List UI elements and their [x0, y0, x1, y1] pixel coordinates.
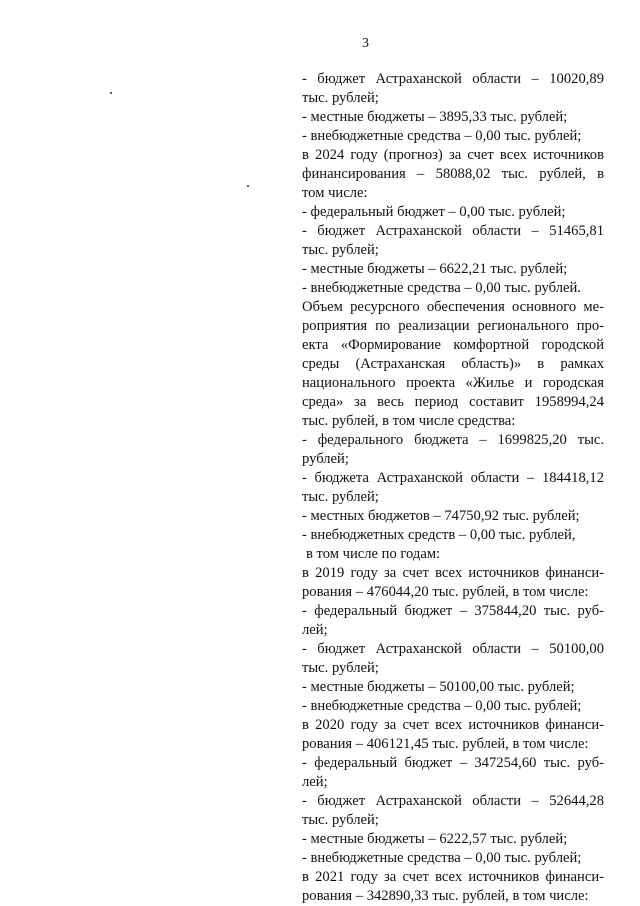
- text-line: - федерального бюджета – 1699825,20 тыс.: [302, 432, 604, 448]
- document-text-column: [302, 70, 604, 906]
- text-line: - местные бюджеты – 3895,33 тыс. рублей;: [302, 109, 568, 125]
- text-line: - бюджет Астраханской области – 51465,81: [302, 223, 604, 239]
- text-line: в 2024 году (прогноз) за счет всех источников: [302, 147, 604, 163]
- text-line: - федеральный бюджет – 375844,20 тыс. руб-: [302, 603, 604, 619]
- text-line: - местных бюджетов – 74750,92 тыс. рублей;: [302, 508, 580, 524]
- text-line: тыс. рублей;: [302, 489, 379, 505]
- text-line: екта «Формирование комфортной городской: [302, 337, 604, 353]
- text-line: том числе:: [302, 185, 368, 201]
- text-line: - внебюджетные средства – 0,00 тыс. рублей.: [302, 280, 581, 296]
- text-line: тыс. рублей;: [302, 812, 379, 828]
- text-line: - бюджет Астраханской области – 52644,28: [302, 793, 604, 809]
- text-line: в том числе по годам:: [306, 546, 441, 562]
- text-line: лей;: [302, 774, 328, 790]
- text-line: среда» за весь период составит 1958994,24: [302, 394, 604, 410]
- scan-speck: [247, 185, 249, 187]
- text-line: - федеральный бюджет – 0,00 тыс. рублей;: [302, 204, 566, 220]
- text-line: - внебюджетных средств – 0,00 тыс. рублей,: [302, 527, 576, 543]
- text-line: рования – 342890,33 тыс. рублей, в том числе:: [302, 888, 589, 904]
- text-line: - бюджет Астраханской области – 50100,00: [302, 641, 604, 657]
- text-line: в 2019 году за счет всех источников финанси-: [302, 565, 604, 581]
- text-line: Объем ресурсного обеспечения основного ме-: [302, 299, 604, 315]
- text-line: - местные бюджеты – 6622,21 тыс. рублей;: [302, 261, 568, 277]
- text-line: лей;: [302, 622, 328, 638]
- text-line: финансирования – 58088,02 тыс. рублей, в: [302, 166, 604, 182]
- text-line: в 2020 году за счет всех источников финанси-: [302, 717, 604, 733]
- text-line: - внебюджетные средства – 0,00 тыс. рублей;: [302, 698, 582, 714]
- scan-speck: [110, 92, 112, 94]
- text-line: национального проекта «Жилье и городская: [302, 375, 604, 391]
- text-line: роприятия по реализации регионального про-: [302, 318, 604, 334]
- text-line: - бюджета Астраханской области – 184418,12: [302, 470, 604, 486]
- text-line: - местные бюджеты – 50100,00 тыс. рублей;: [302, 679, 575, 695]
- text-line: тыс. рублей;: [302, 90, 379, 106]
- text-line: - бюджет Астраханской области – 10020,89: [302, 71, 604, 87]
- text-line: - местные бюджеты – 6222,57 тыс. рублей;: [302, 831, 568, 847]
- text-line: рублей;: [302, 451, 349, 467]
- text-line: - внебюджетные средства – 0,00 тыс. рублей;: [302, 128, 582, 144]
- text-line: тыс. рублей, в том числе средства:: [302, 413, 516, 429]
- text-line: тыс. рублей;: [302, 660, 379, 676]
- text-line: рования – 476044,20 тыс. рублей, в том числе:: [302, 584, 589, 600]
- page-number: 3: [362, 36, 369, 51]
- text-line: - федеральный бюджет – 347254,60 тыс. руб-: [302, 755, 604, 771]
- text-line: тыс. рублей;: [302, 242, 379, 258]
- text-line: в 2021 году за счет всех источников финанси-: [302, 869, 604, 885]
- text-line: рования – 406121,45 тыс. рублей, в том числе:: [302, 736, 589, 752]
- text-line: среды (Астраханская область)» в рамках: [302, 356, 604, 372]
- text-line: - внебюджетные средства – 0,00 тыс. рублей;: [302, 850, 582, 866]
